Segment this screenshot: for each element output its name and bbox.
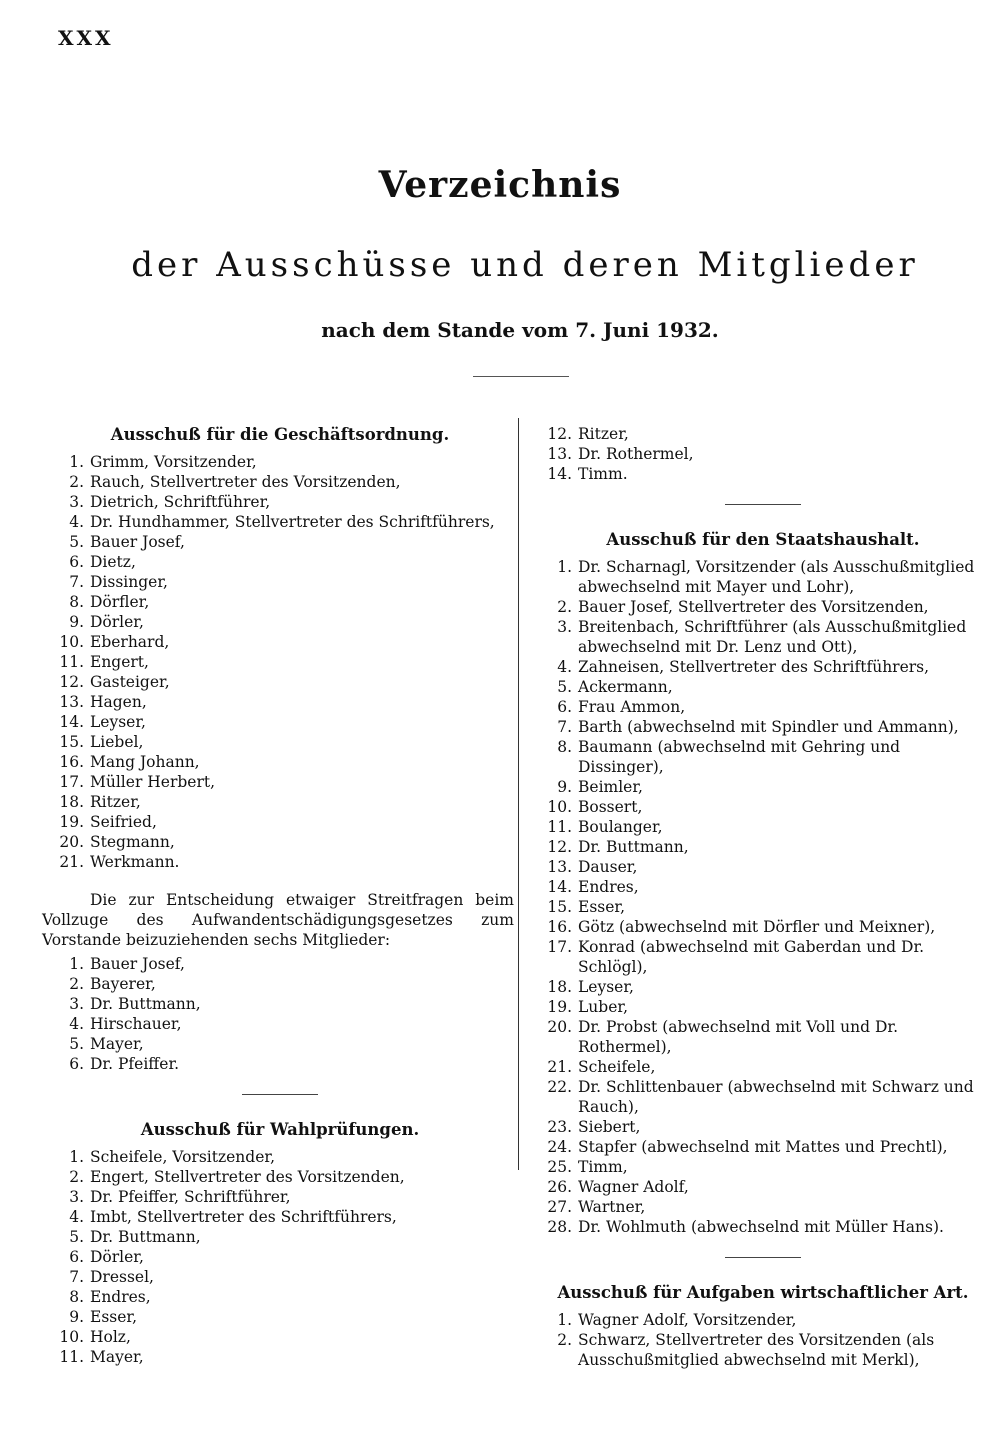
member-entry: Dr. Probst (abwechselnd mit Voll und Dr. Rothermel), bbox=[578, 1018, 899, 1056]
list-item bbox=[530, 837, 996, 857]
item-number: 3. bbox=[557, 618, 572, 636]
section-divider bbox=[725, 1257, 801, 1258]
list-item bbox=[530, 1117, 996, 1137]
list-item bbox=[530, 557, 996, 597]
elections-committee-list-continued bbox=[530, 424, 996, 484]
member-entry: Engert, Stellvertreter des Vorsitzenden, bbox=[90, 1168, 405, 1186]
item-number: 14. bbox=[547, 465, 572, 483]
list-item bbox=[530, 1057, 996, 1077]
member-entry: Dörler, bbox=[90, 1248, 144, 1266]
member-entry: Bauer Josef, Stellvertreter des Vorsitzenden, bbox=[578, 598, 929, 616]
member-entry: Bossert, bbox=[578, 798, 643, 816]
list-item bbox=[42, 1054, 518, 1074]
list-item bbox=[530, 444, 996, 464]
member-entry: Wartner, bbox=[578, 1198, 646, 1216]
member-entry: Breitenbach, Schriftführer (als Ausschußmitglied abwechselnd mit Dr. Lenz und Ott), bbox=[578, 618, 967, 656]
list-item bbox=[42, 1327, 518, 1347]
list-item bbox=[530, 817, 996, 837]
item-number: 20. bbox=[59, 833, 84, 851]
member-entry: Leyser, bbox=[578, 978, 634, 996]
item-number: 2. bbox=[69, 975, 84, 993]
list-item bbox=[530, 424, 996, 444]
member-entry: Ritzer, bbox=[90, 793, 141, 811]
list-item bbox=[42, 954, 518, 974]
member-entry: Endres, bbox=[578, 878, 639, 896]
list-item bbox=[42, 1187, 518, 1207]
item-number: 4. bbox=[69, 1208, 84, 1226]
member-entry: Holz, bbox=[90, 1328, 131, 1346]
member-entry: Mang Johann, bbox=[90, 753, 200, 771]
list-item bbox=[530, 937, 996, 977]
heading-economic-committee: Ausschuß für Aufgaben wirtschaftlicher Art. bbox=[557, 1283, 969, 1302]
item-number: 11. bbox=[59, 653, 84, 671]
item-number: 1. bbox=[69, 453, 84, 471]
item-number: 12. bbox=[547, 425, 572, 443]
item-number: 6. bbox=[69, 1248, 84, 1266]
member-entry: Dr. Rothermel, bbox=[578, 445, 694, 463]
member-entry: Dr. Schlittenbauer (abwechselnd mit Schwarz und Rauch), bbox=[578, 1078, 974, 1116]
section-divider bbox=[725, 504, 801, 505]
item-number: 23. bbox=[547, 1118, 572, 1136]
member-entry: Dr. Pfeiffer. bbox=[90, 1055, 180, 1073]
member-entry: Leyser, bbox=[90, 713, 146, 731]
list-item bbox=[530, 857, 996, 877]
item-number: 24. bbox=[547, 1138, 572, 1156]
item-number: 11. bbox=[59, 1348, 84, 1366]
member-entry: Baumann (abwechselnd mit Gehring und Dissinger), bbox=[578, 738, 901, 776]
list-item bbox=[42, 632, 518, 652]
member-entry: Schwarz, Stellvertreter des Vorsitzenden (als Ausschußmitglied abwechselnd mit Merkl), bbox=[578, 1331, 935, 1369]
list-item bbox=[42, 752, 518, 772]
item-number: 5. bbox=[69, 1228, 84, 1246]
member-entry: Mayer, bbox=[90, 1035, 144, 1053]
item-number: 8. bbox=[69, 593, 84, 611]
member-entry: Scheifele, bbox=[578, 1058, 656, 1076]
member-entry: Eberhard, bbox=[90, 633, 170, 651]
item-number: 3. bbox=[69, 995, 84, 1013]
member-entry: Dauser, bbox=[578, 858, 638, 876]
list-item bbox=[42, 572, 518, 592]
member-entry: Götz (abwechselnd mit Dörfler und Meixner), bbox=[578, 918, 936, 936]
list-item bbox=[42, 492, 518, 512]
rules-committee-list bbox=[42, 452, 518, 872]
list-item bbox=[42, 852, 518, 872]
member-entry: Wagner Adolf, Vorsitzender, bbox=[578, 1311, 797, 1329]
list-item bbox=[530, 617, 996, 657]
list-item bbox=[530, 597, 996, 617]
list-item bbox=[530, 1197, 996, 1217]
list-item bbox=[42, 472, 518, 492]
item-number: 12. bbox=[59, 673, 84, 691]
list-item bbox=[42, 1267, 518, 1287]
item-number: 4. bbox=[557, 658, 572, 676]
member-entry: Ritzer, bbox=[578, 425, 629, 443]
item-number: 8. bbox=[557, 738, 572, 756]
list-item bbox=[42, 772, 518, 792]
member-entry: Dr. Buttmann, bbox=[578, 838, 689, 856]
member-entry: Dr. Scharnagl, Vorsitzender (als Ausschußmitglied abwechselnd mit Mayer und Lohr), bbox=[578, 558, 975, 596]
list-item bbox=[42, 1167, 518, 1187]
member-entry: Dr. Pfeiffer, Schriftführer, bbox=[90, 1188, 291, 1206]
item-number: 18. bbox=[547, 978, 572, 996]
item-number: 13. bbox=[547, 858, 572, 876]
item-number: 26. bbox=[547, 1178, 572, 1196]
member-entry: Bauer Josef, bbox=[90, 955, 185, 973]
member-entry: Barth (abwechselnd mit Spindler und Ammann), bbox=[578, 718, 959, 736]
member-entry: Timm, bbox=[578, 1158, 628, 1176]
member-entry: Esser, bbox=[90, 1308, 138, 1326]
member-entry: Zahneisen, Stellvertreter des Schriftführers, bbox=[578, 658, 930, 676]
item-number: 18. bbox=[59, 793, 84, 811]
item-number: 11. bbox=[547, 818, 572, 836]
item-number: 4. bbox=[69, 1015, 84, 1033]
document-subtitle: der Ausschüsse und deren Mitglieder bbox=[131, 245, 919, 285]
list-item bbox=[42, 512, 518, 532]
item-number: 15. bbox=[547, 898, 572, 916]
member-entry: Frau Ammon, bbox=[578, 698, 686, 716]
item-number: 1. bbox=[557, 1311, 572, 1329]
member-entry: Rauch, Stellvertreter des Vorsitzenden, bbox=[90, 473, 401, 491]
item-number: 2. bbox=[69, 1168, 84, 1186]
item-number: 17. bbox=[547, 938, 572, 956]
member-entry: Dörler, bbox=[90, 613, 144, 631]
page-number: XXX bbox=[58, 26, 114, 50]
member-entry: Luber, bbox=[578, 998, 629, 1016]
list-item bbox=[42, 1247, 518, 1267]
item-number: 1. bbox=[69, 955, 84, 973]
member-entry: Esser, bbox=[578, 898, 626, 916]
list-item bbox=[530, 737, 996, 777]
budget-committee-list bbox=[530, 557, 996, 1237]
item-number: 7. bbox=[69, 1268, 84, 1286]
list-item bbox=[530, 657, 996, 677]
member-entry: Dietrich, Schriftführer, bbox=[90, 493, 271, 511]
item-number: 9. bbox=[69, 1308, 84, 1326]
item-number: 10. bbox=[59, 1328, 84, 1346]
list-item bbox=[530, 777, 996, 797]
list-item bbox=[530, 697, 996, 717]
list-item bbox=[42, 452, 518, 472]
item-number: 13. bbox=[547, 445, 572, 463]
item-number: 20. bbox=[547, 1018, 572, 1036]
member-entry: Bauer Josef, bbox=[90, 533, 185, 551]
item-number: 16. bbox=[59, 753, 84, 771]
document-date-line: nach dem Stande vom 7. Juni 1932. bbox=[321, 318, 719, 342]
member-entry: Bayerer, bbox=[90, 975, 156, 993]
member-entry: Dr. Buttmann, bbox=[90, 1228, 201, 1246]
item-number: 22. bbox=[547, 1078, 572, 1096]
list-item bbox=[530, 677, 996, 697]
item-number: 9. bbox=[557, 778, 572, 796]
list-item bbox=[42, 1307, 518, 1327]
list-item bbox=[530, 717, 996, 737]
item-number: 28. bbox=[547, 1218, 572, 1236]
item-number: 6. bbox=[69, 1055, 84, 1073]
member-entry: Dissinger, bbox=[90, 573, 168, 591]
list-item bbox=[530, 464, 996, 484]
list-item bbox=[42, 1147, 518, 1167]
item-number: 2. bbox=[69, 473, 84, 491]
list-item bbox=[42, 1287, 518, 1307]
member-entry: Dr. Hundhammer, Stellvertreter des Schriftführers, bbox=[90, 513, 495, 531]
list-item bbox=[42, 712, 518, 732]
item-number: 13. bbox=[59, 693, 84, 711]
list-item bbox=[530, 1310, 996, 1330]
list-item bbox=[530, 1077, 996, 1117]
member-entry: Grimm, Vorsitzender, bbox=[90, 453, 257, 471]
item-number: 14. bbox=[547, 878, 572, 896]
member-entry: Liebel, bbox=[90, 733, 144, 751]
list-item bbox=[42, 812, 518, 832]
item-number: 2. bbox=[557, 1331, 572, 1349]
heading-budget-committee: Ausschuß für den Staatshaushalt. bbox=[606, 530, 920, 549]
item-number: 15. bbox=[59, 733, 84, 751]
item-number: 27. bbox=[547, 1198, 572, 1216]
list-item bbox=[530, 897, 996, 917]
item-number: 1. bbox=[557, 558, 572, 576]
list-item bbox=[42, 552, 518, 572]
item-number: 19. bbox=[59, 813, 84, 831]
list-item bbox=[42, 1207, 518, 1227]
member-entry: Dressel, bbox=[90, 1268, 154, 1286]
item-number: 10. bbox=[59, 633, 84, 651]
item-number: 16. bbox=[547, 918, 572, 936]
item-number: 6. bbox=[69, 553, 84, 571]
item-number: 21. bbox=[547, 1058, 572, 1076]
list-item bbox=[42, 1227, 518, 1247]
member-entry: Hagen, bbox=[90, 693, 147, 711]
item-number: 5. bbox=[69, 533, 84, 551]
title-divider bbox=[473, 376, 569, 377]
list-item bbox=[42, 974, 518, 994]
list-item bbox=[530, 917, 996, 937]
list-item bbox=[42, 732, 518, 752]
list-item bbox=[42, 612, 518, 632]
member-entry: Mayer, bbox=[90, 1348, 144, 1366]
list-item bbox=[530, 877, 996, 897]
member-entry: Seifried, bbox=[90, 813, 157, 831]
paragraph-dispute-members: Die zur Entscheidung etwaiger Streitfragen beim Vollzuge des Aufwandentschädigungsgesetzes zum Vorstande beizuziehenden sechs Mitglieder: bbox=[42, 891, 514, 949]
right-column bbox=[530, 424, 996, 1370]
member-entry: Siebert, bbox=[578, 1118, 641, 1136]
item-number: 14. bbox=[59, 713, 84, 731]
item-number: 25. bbox=[547, 1158, 572, 1176]
list-item bbox=[42, 832, 518, 852]
list-item bbox=[530, 997, 996, 1017]
item-number: 7. bbox=[557, 718, 572, 736]
item-number: 17. bbox=[59, 773, 84, 791]
list-item bbox=[42, 532, 518, 552]
member-entry: Engert, bbox=[90, 653, 149, 671]
member-entry: Müller Herbert, bbox=[90, 773, 216, 791]
dispute-members-list bbox=[42, 954, 518, 1074]
member-entry: Hirschauer, bbox=[90, 1015, 182, 1033]
list-item bbox=[530, 1330, 996, 1370]
left-column bbox=[42, 424, 518, 1367]
section-divider bbox=[242, 1094, 318, 1095]
item-number: 6. bbox=[557, 698, 572, 716]
member-entry: Stapfer (abwechselnd mit Mattes und Prechtl), bbox=[578, 1138, 948, 1156]
list-item bbox=[42, 652, 518, 672]
list-item bbox=[530, 1137, 996, 1157]
member-entry: Timm. bbox=[578, 465, 628, 483]
member-entry: Dr. Buttmann, bbox=[90, 995, 201, 1013]
member-entry: Wagner Adolf, bbox=[578, 1178, 689, 1196]
list-item bbox=[42, 1014, 518, 1034]
item-number: 10. bbox=[547, 798, 572, 816]
member-entry: Endres, bbox=[90, 1288, 151, 1306]
member-entry: Konrad (abwechselnd mit Gaberdan und Dr. Schlögl), bbox=[578, 938, 925, 976]
list-item bbox=[42, 1034, 518, 1054]
list-item bbox=[530, 1177, 996, 1197]
list-item bbox=[42, 994, 518, 1014]
list-item bbox=[530, 797, 996, 817]
list-item bbox=[530, 1017, 996, 1057]
member-entry: Dörfler, bbox=[90, 593, 150, 611]
list-item bbox=[42, 592, 518, 612]
item-number: 5. bbox=[557, 678, 572, 696]
item-number: 4. bbox=[69, 513, 84, 531]
list-item bbox=[530, 1217, 996, 1237]
item-number: 19. bbox=[547, 998, 572, 1016]
item-number: 3. bbox=[69, 493, 84, 511]
document-title: Verzeichnis bbox=[378, 164, 622, 206]
item-number: 5. bbox=[69, 1035, 84, 1053]
item-number: 7. bbox=[69, 573, 84, 591]
list-item bbox=[42, 792, 518, 812]
economic-committee-list bbox=[530, 1310, 996, 1370]
member-entry: Beimler, bbox=[578, 778, 643, 796]
member-entry: Scheifele, Vorsitzender, bbox=[90, 1148, 276, 1166]
member-entry: Imbt, Stellvertreter des Schriftführers, bbox=[90, 1208, 397, 1226]
member-entry: Gasteiger, bbox=[90, 673, 170, 691]
member-entry: Ackermann, bbox=[578, 678, 673, 696]
item-number: 21. bbox=[59, 853, 84, 871]
item-number: 9. bbox=[69, 613, 84, 631]
member-entry: Stegmann, bbox=[90, 833, 175, 851]
member-entry: Dietz, bbox=[90, 553, 136, 571]
column-divider bbox=[518, 418, 519, 1170]
heading-rules-committee: Ausschuß für die Geschäftsordnung. bbox=[110, 425, 450, 444]
item-number: 1. bbox=[69, 1148, 84, 1166]
elections-committee-list bbox=[42, 1147, 518, 1367]
list-item bbox=[42, 1347, 518, 1367]
list-item bbox=[530, 1157, 996, 1177]
member-entry: Boulanger, bbox=[578, 818, 663, 836]
item-number: 12. bbox=[547, 838, 572, 856]
heading-elections-committee: Ausschuß für Wahlprüfungen. bbox=[140, 1120, 420, 1139]
list-item bbox=[42, 692, 518, 712]
list-item bbox=[530, 977, 996, 997]
member-entry: Dr. Wohlmuth (abwechselnd mit Müller Hans). bbox=[578, 1218, 944, 1236]
item-number: 3. bbox=[69, 1188, 84, 1206]
item-number: 8. bbox=[69, 1288, 84, 1306]
item-number: 2. bbox=[557, 598, 572, 616]
list-item bbox=[42, 672, 518, 692]
member-entry: Werkmann. bbox=[90, 853, 180, 871]
